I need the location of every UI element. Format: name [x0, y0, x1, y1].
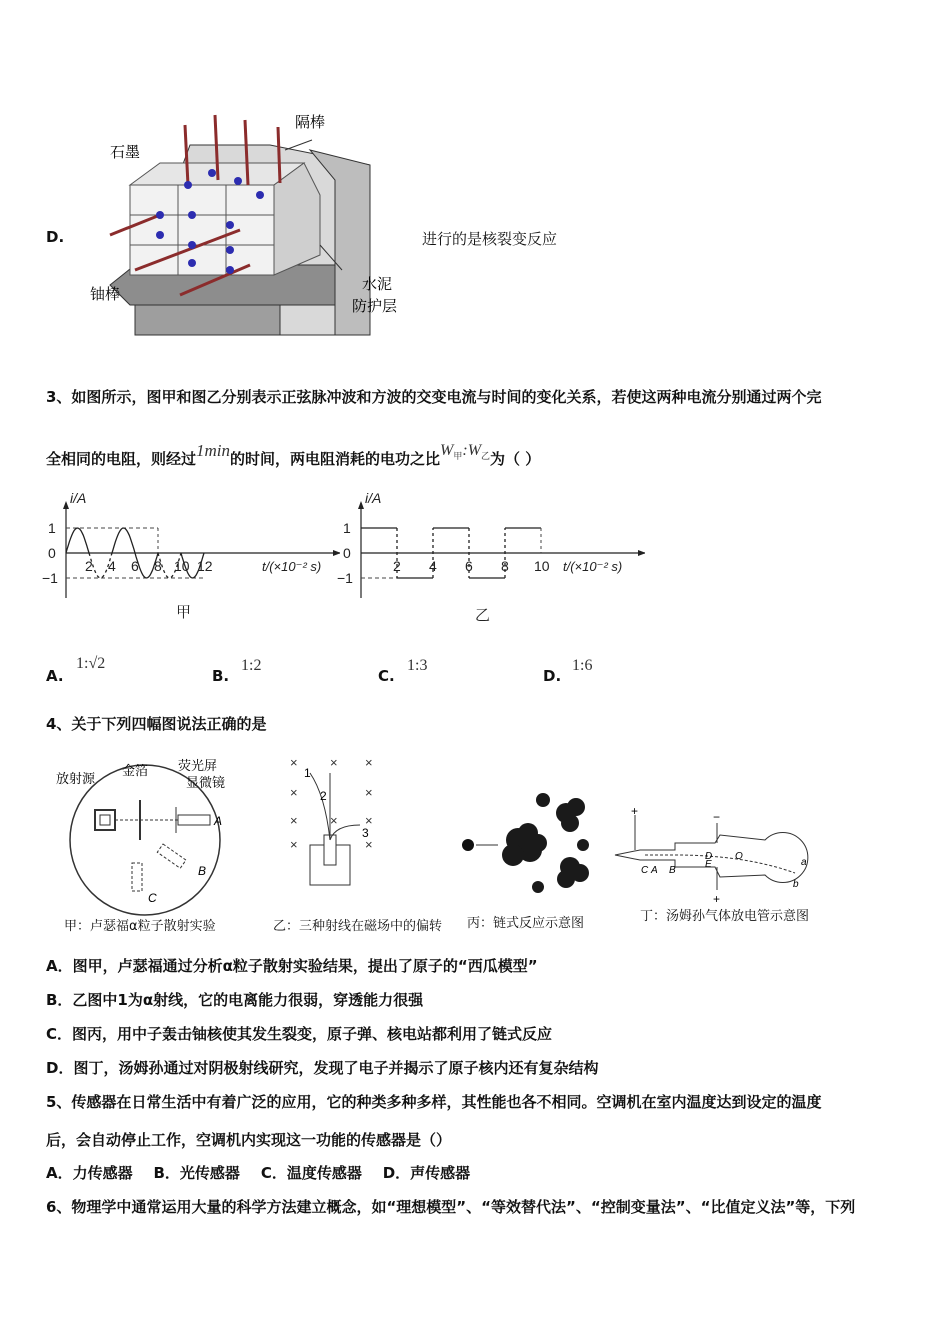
- separator-rod-label: 隔棒: [295, 114, 326, 131]
- q3-option-b-value: 1:2: [241, 657, 262, 674]
- x-tick-label: 2: [393, 558, 401, 574]
- svg-text:×: ×: [330, 755, 338, 770]
- ratio-expression: $W_甲:W_乙$: [440, 442, 491, 462]
- label-a-small: a: [801, 857, 807, 868]
- point-b-label: B: [198, 864, 207, 878]
- x-axis-label: t/(×10⁻² s): [563, 559, 623, 574]
- q3-option-c-value: 1:3: [407, 657, 428, 674]
- label-d: D: [705, 851, 713, 862]
- caption-magnetic-field: 乙：三种射线在磁场中的偏转: [273, 919, 443, 934]
- ray-3-label: 3: [362, 826, 369, 840]
- label-b: B: [669, 865, 676, 876]
- label-e: E: [705, 859, 712, 870]
- x-tick-label: 10: [174, 558, 190, 574]
- q5-line2: 后，会自动停止工作，空调机内实现这一功能的传感器是（）: [46, 1131, 452, 1149]
- chart-jia: [40, 490, 340, 630]
- graphite-label: 石墨: [110, 144, 141, 161]
- label-b-small: b: [793, 879, 799, 890]
- time-expression: 1min: [196, 441, 231, 460]
- chart-yi: [335, 490, 645, 630]
- caption-rutherford: 甲：卢瑟福α粒子散射实验: [64, 919, 216, 934]
- plus-label-2: +: [713, 892, 721, 906]
- fluorescent-screen-label: 荧光屏: [178, 758, 218, 773]
- cement-label: 水泥: [362, 276, 393, 293]
- ray-1-label: 1: [304, 766, 311, 780]
- y-tick-label: 0: [343, 545, 351, 561]
- x-axis-arrow: [638, 550, 645, 556]
- x-tick-label: 8: [501, 558, 509, 574]
- caption-thomson-tube: 丁：汤姆孙气体放电管示意图: [640, 909, 810, 924]
- svg-text:×: ×: [365, 755, 373, 770]
- q3-line2-b: 的时间，两电阻消耗的电功之比: [230, 450, 441, 468]
- svg-text:×: ×: [365, 785, 373, 800]
- q4-option-b: B．乙图中1为α射线，它的电离能力很弱，穿透能力很强: [46, 991, 424, 1009]
- y-tick-label: −1: [42, 570, 58, 586]
- protection-layer-label: 防护层: [352, 298, 398, 315]
- q3-option-b-label: B.: [212, 667, 230, 685]
- q2-option-d-text: 进行的是核裂变反应: [422, 230, 558, 248]
- figure-rutherford: [50, 755, 240, 935]
- y-axis-arrow: [358, 501, 364, 509]
- caption-chain-reaction: 丙：链式反应示意图: [467, 916, 585, 931]
- x-tick-label: 8: [154, 558, 162, 574]
- q5-line1: 5、传感器在日常生活中有着广泛的应用，它的种类多种多样，其性能也各不相同。空调机在室内温度达到设定的温度: [46, 1093, 822, 1111]
- q3-line2-c: 为（ ）: [490, 450, 541, 468]
- svg-text:×: ×: [290, 785, 298, 800]
- q5-options: A．力传感器 B．光传感器 C．温度传感器 D．声传感器: [46, 1164, 471, 1182]
- svg-text:×: ×: [290, 813, 298, 828]
- q3-option-d-label: D.: [543, 667, 562, 685]
- y-tick-label: 1: [48, 520, 56, 536]
- label-c: C: [641, 865, 649, 876]
- plus-label-1: +: [631, 805, 639, 818]
- svg-text:×: ×: [290, 755, 298, 770]
- sine-segment: [66, 528, 89, 553]
- y-axis-label: i/A: [70, 490, 87, 506]
- reactor-figure: [80, 105, 440, 345]
- q4-option-c: C．图丙，用中子轰击铀核使其发生裂变，原子弹、核电站都利用了链式反应: [46, 1025, 553, 1043]
- sine-segment: [112, 528, 135, 553]
- q4-option-a: A．图甲，卢瑟福通过分析α粒子散射实验结果，提出了原子的“西瓜模型”: [46, 957, 538, 975]
- q3-option-c-label: C.: [378, 667, 395, 685]
- minus-label: −: [713, 810, 721, 824]
- x-tick-label: 10: [534, 558, 550, 574]
- point-c-label: C: [148, 891, 157, 905]
- y-tick-label: 0: [48, 545, 56, 561]
- q4-stem: 4、关于下列四幅图说法正确的是: [46, 715, 267, 733]
- figure-magnetic-field: [280, 755, 400, 915]
- radioactive-source-label: 放射源: [56, 771, 96, 786]
- q4-option-d: D．图丁，汤姆孙通过对阴极射线研究，发现了电子并揭示了原子核内还有复杂结构: [46, 1059, 599, 1077]
- q3-option-a-label: A.: [46, 667, 64, 685]
- figure-thomson-tube: [605, 805, 815, 915]
- svg-text:×: ×: [290, 837, 298, 852]
- x-tick-label: 4: [108, 558, 116, 574]
- q6-line1: 6、物理学中通常运用大量的科学方法建立概念，如“理想模型”、“等效替代法”、“控制变量法”、“比值定义法”等，下列: [46, 1198, 856, 1216]
- x-tick-label: 6: [465, 558, 473, 574]
- point-a-label: A: [214, 814, 223, 828]
- x-tick-label: 12: [197, 558, 213, 574]
- q2-option-d-label: D.: [46, 228, 65, 246]
- q3-option-d-value: 1:6: [572, 657, 593, 674]
- x-tick-label: 2: [85, 558, 93, 574]
- q3-option-a-value: 1:√2: [76, 655, 106, 672]
- q3-line2: [46, 441, 541, 471]
- chart-title: 甲: [176, 604, 192, 621]
- uranium-rod-label: 铀棒: [90, 286, 121, 303]
- x-axis-label: t/(×10⁻² s): [262, 559, 322, 574]
- x-tick-label: 4: [429, 558, 437, 574]
- x-tick-label: 6: [131, 558, 139, 574]
- chart-title: 乙: [475, 607, 491, 624]
- ray-2-label: 2: [320, 789, 327, 803]
- svg-text:×: ×: [330, 813, 338, 828]
- y-axis-arrow: [63, 501, 69, 509]
- label-o: O: [735, 851, 743, 862]
- label-a: A: [651, 865, 658, 876]
- q3-line2-a: 全相同的电阻，则经过: [46, 450, 197, 468]
- y-axis-label: i/A: [365, 490, 382, 506]
- q3-line1: 3、如图所示，图甲和图乙分别表示正弦脉冲波和方波的交变电流与时间的变化关系，若使这两种电流分别通过两个完: [46, 388, 822, 406]
- microscope-label: 显微镜: [186, 775, 226, 790]
- svg-text:×: ×: [365, 813, 373, 828]
- y-tick-label: −1: [337, 570, 353, 586]
- svg-text:×: ×: [365, 837, 373, 852]
- gold-foil-label: 金箔: [122, 763, 149, 778]
- y-tick-label: 1: [343, 520, 351, 536]
- figure-chain-reaction: [458, 785, 608, 905]
